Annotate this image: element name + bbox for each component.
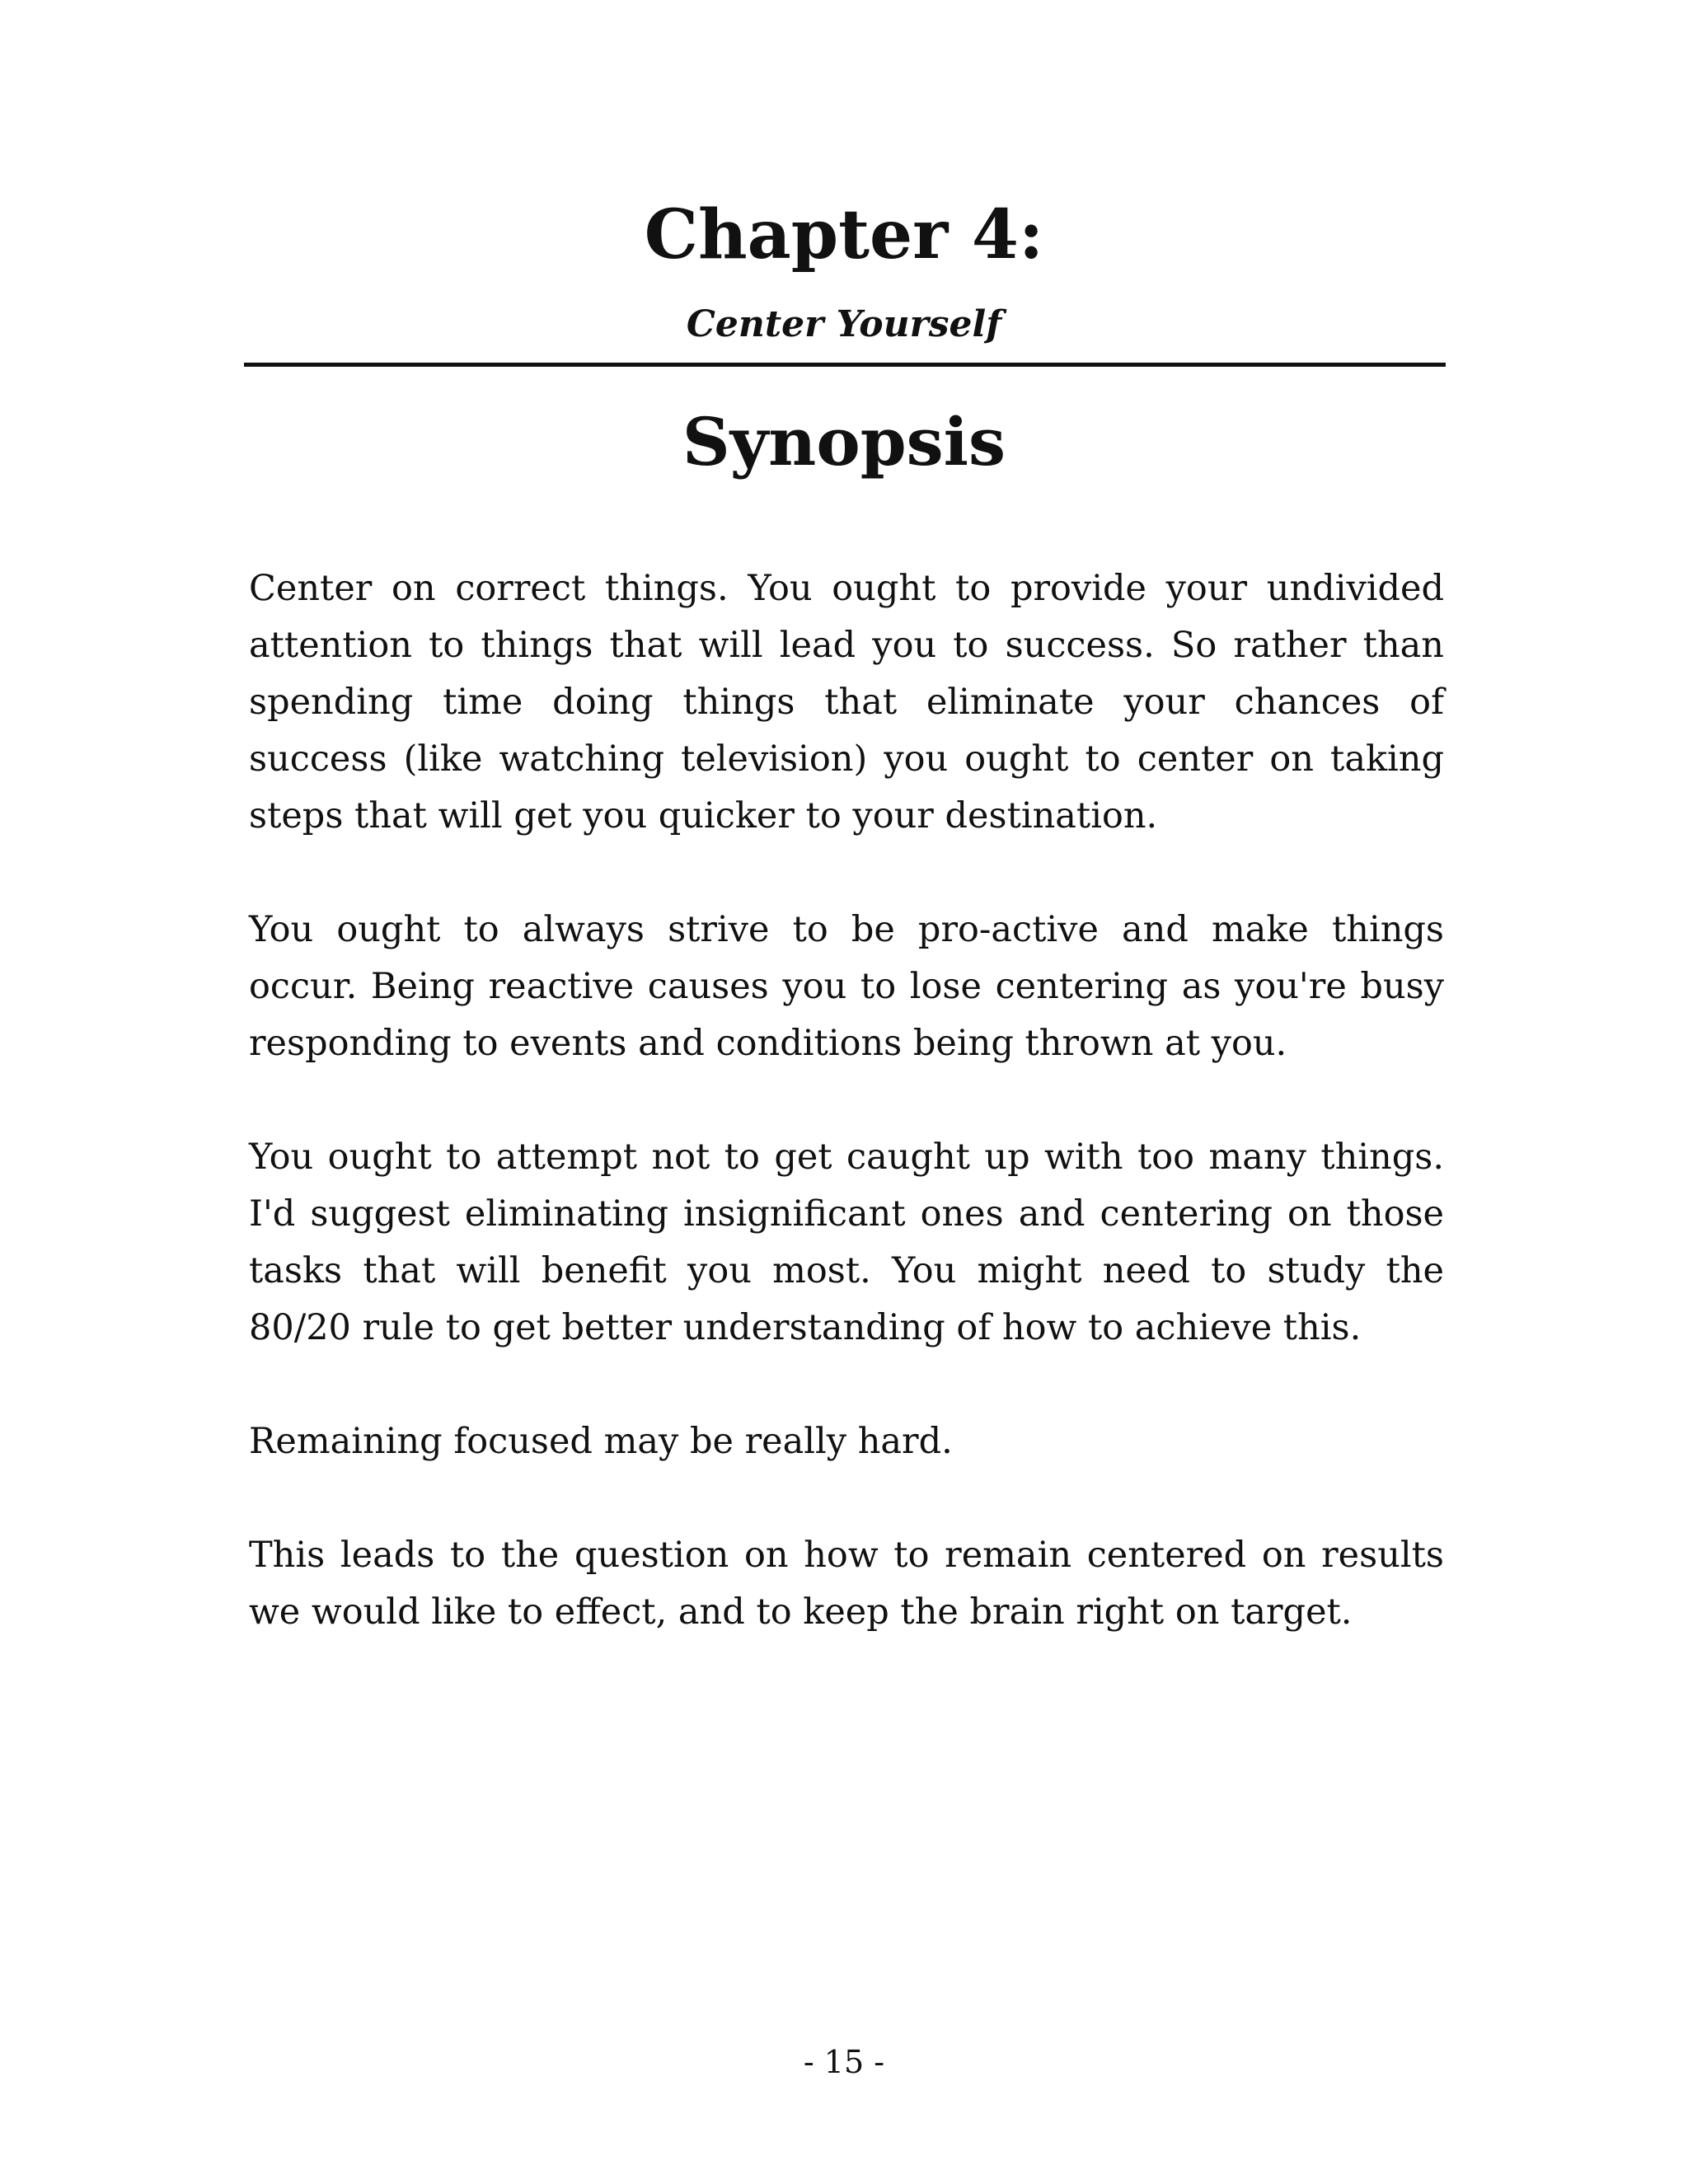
paragraph-5: This leads to the question on how to remain centered on results we would like to effect, and to keep the brain right on target. — [249, 1535, 1444, 1633]
paragraph-3: You ought to attempt not to get caught up with too many things. I'd suggest eliminating insignificant ones and centering on those tasks that will benefit you most. You might need to study the 80/20 rule to get better understanding of how to achieve this. — [249, 1137, 1444, 1348]
section-heading: Synopsis — [682, 403, 1006, 480]
chapter-divider — [244, 363, 1446, 367]
chapter-heading: Chapter 4: — [644, 195, 1044, 274]
body-text — [249, 560, 1444, 1698]
paragraph-2: You ought to always strive to be pro-active and make things occur. Being reactive causes you to lose centering as you're busy responding to events and conditions being thrown at you. — [249, 909, 1444, 1064]
page-number: - 15 - — [803, 2044, 885, 2080]
paragraph-4: Remaining focused may be really hard. — [249, 1421, 953, 1462]
chapter-subtitle: Center Yourself — [686, 303, 1002, 345]
paragraph-1: Center on correct things. You ought to provide your undivided attention to things that will lead you to success. So rather than spending time doing things that eliminate your chances of success (like watching television) you ought to center on taking steps that will get you quicker to your destination. — [249, 568, 1444, 837]
